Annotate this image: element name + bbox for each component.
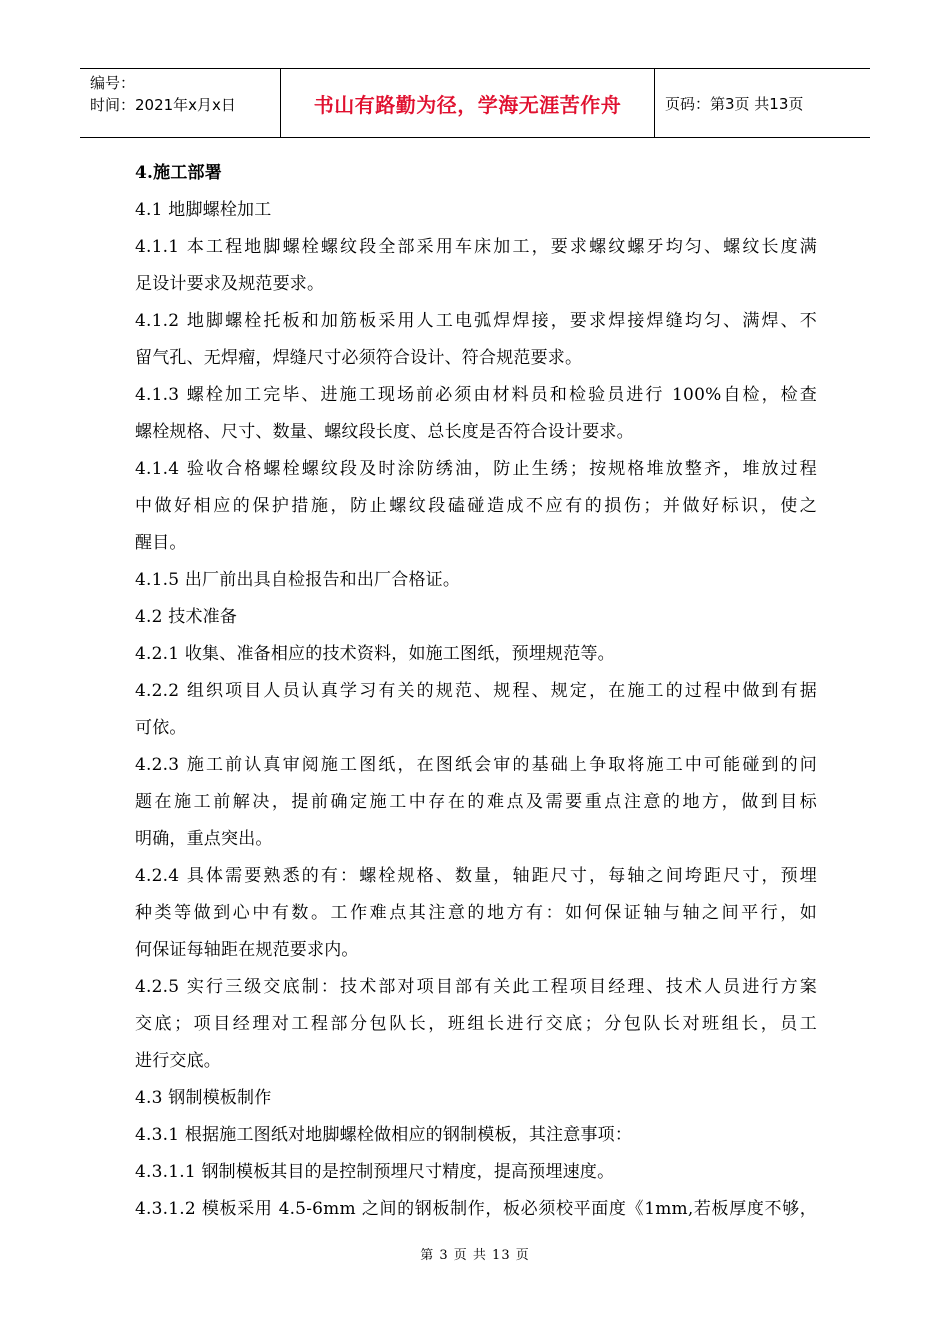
- body-text-line: 4.1.3 螺栓加工完毕、进施工现场前必须由材料员和检验员进行 100%自检，检查: [135, 385, 817, 405]
- body-text-line: 明确，重点突出。: [135, 829, 273, 849]
- body-text-line: 4.3.1 根据施工图纸对地脚螺栓做相应的钢制模板，其注意事项：: [135, 1125, 633, 1145]
- document-body: [135, 155, 817, 1228]
- body-text-line: 4.3 钢制模板制作: [135, 1088, 272, 1108]
- body-text-line: 中做好相应的保护措施，防止螺纹段磕碰造成不应有的损伤；并做好标识，使之: [135, 496, 817, 516]
- body-text-line: 4.1 地脚螺栓加工: [135, 200, 272, 220]
- body-text-line: 4.2.2 组织项目人员认真学习有关的规范、规程、规定，在施工的过程中做到有据: [135, 681, 817, 701]
- body-text-line: 4.1.1 本工程地脚螺栓螺纹段全部采用车床加工，要求螺纹螺牙均匀、螺纹长度满: [135, 237, 817, 257]
- body-text-line: 4.2.4 具体需要熟悉的有：螺栓规格、数量，轴距尺寸，每轴之间垮距尺寸，预埋: [135, 866, 817, 886]
- body-text-line: 题在施工前解决，提前确定施工中存在的难点及需要重点注意的地方，做到目标: [135, 792, 817, 812]
- section-heading: 4.施工部署: [135, 163, 222, 183]
- body-text-line: 可依。: [135, 718, 187, 738]
- body-text-line: 何保证每轴距在规范要求内。: [135, 940, 359, 960]
- body-text-line: 4.2.3 施工前认真审阅施工图纸，在图纸会审的基础上争取将施工中可能碰到的问: [135, 755, 817, 775]
- body-text-line: 4.1.4 验收合格螺栓螺纹段及时涂防绣油，防止生绣；按规格堆放整齐，堆放过程: [135, 459, 817, 479]
- body-text-line: 4.2 技术准备: [135, 607, 238, 627]
- body-text-line: 4.2.5 实行三级交底制：技术部对项目部有关此工程项目经理、技术人员进行方案: [135, 977, 817, 997]
- body-text-line: 4.3.1.1 钢制模板其目的是控制预埋尺寸精度，提高预埋速度。: [135, 1162, 615, 1182]
- document-date-label: 时间：2021年x月x日: [90, 96, 236, 114]
- body-text-line: 4.1.5 出厂前出具自检报告和出厂合格证。: [135, 570, 461, 590]
- header-meta: [80, 69, 281, 137]
- body-text-line: 4.1.2 地脚螺栓托板和加筋板采用人工电弧焊焊接，要求焊接焊缝均匀、满焊、不: [135, 311, 817, 331]
- body-text-line: 进行交底。: [135, 1051, 221, 1071]
- document-number-label: 编号：: [90, 74, 136, 92]
- body-text-line: 种类等做到心中有数。工作难点其注意的地方有：如何保证轴与轴之间平行，如: [135, 903, 817, 923]
- body-text-line: 留气孔、无焊瘤，焊缝尺寸必须符合设计、符合规范要求。: [135, 348, 583, 368]
- page-header: [80, 68, 870, 138]
- body-text-line: 螺栓规格、尺寸、数量、螺纹段长度、总长度是否符合设计要求。: [135, 422, 634, 442]
- body-text-line: 足设计要求及规范要求。: [135, 274, 325, 294]
- body-text-line: 4.3.1.2 模板采用 4.5-6mm 之间的钢板制作，板必须校平面度《1mm,若板厚度不够，: [135, 1199, 817, 1219]
- body-text-line: 交底；项目经理对工程部分包队长，班组长进行交底；分包队长对班组长，员工: [135, 1014, 817, 1034]
- header-page-number: 页码：第3页 共13页: [665, 94, 804, 113]
- header-motto: 书山有路勤为径，学海无涯苦作舟: [281, 69, 655, 137]
- body-text-line: 醒目。: [135, 533, 187, 553]
- body-text-line: 4.2.1 收集、准备相应的技术资料，如施工图纸，预埋规范等。: [135, 644, 615, 664]
- page-footer: 第 3 页 共 13 页: [420, 1248, 530, 1263]
